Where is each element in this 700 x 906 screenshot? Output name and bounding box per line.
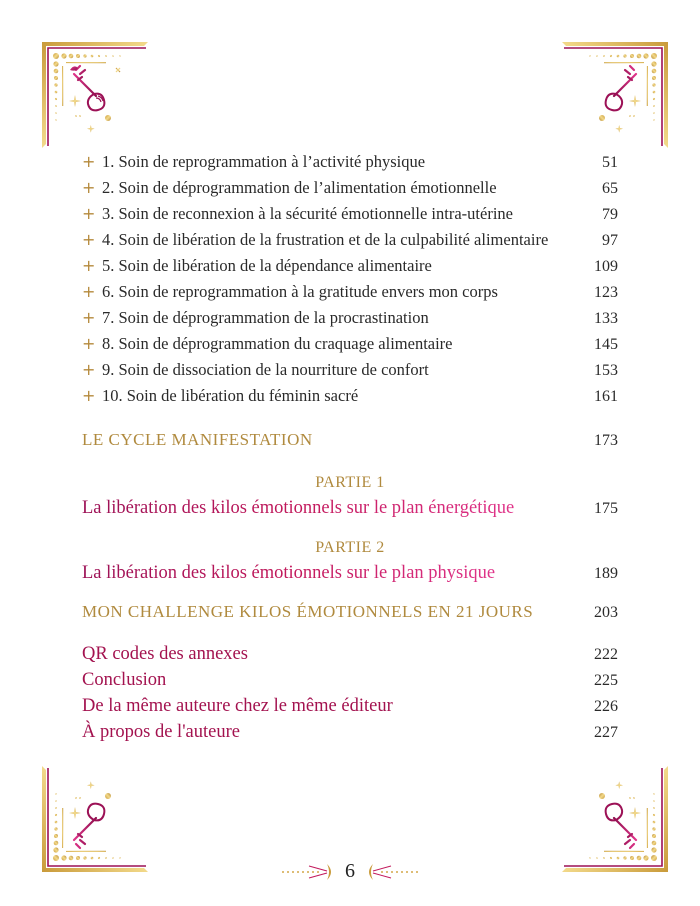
- sparkle-plus-icon: +: [82, 360, 96, 379]
- key-corner-icon: [560, 764, 670, 874]
- sparkle-plus-icon: +: [82, 386, 96, 405]
- annex-label: À propos de l'auteure: [82, 722, 240, 742]
- toc-entry[interactable]: [82, 696, 618, 722]
- sparkle-plus-icon: +: [82, 334, 96, 353]
- cycle-heading: LE CYCLE MANIFESTATION: [82, 430, 313, 449]
- toc-page-number: 225: [594, 672, 618, 689]
- toc-page-number: 161: [594, 388, 618, 405]
- toc-entry-label: 7. Soin de déprogrammation de la procrastination: [102, 308, 429, 327]
- key-corner-icon: [560, 40, 670, 150]
- toc-page-number: 153: [594, 362, 618, 379]
- soin-list: [82, 152, 618, 412]
- toc-entry[interactable]: [82, 178, 618, 204]
- sparkle-plus-icon: +: [82, 256, 96, 275]
- toc-entry-label: 3. Soin de reconnexion à la sécurité émotionnelle intra-utérine: [102, 204, 513, 223]
- toc-entry-label: 1. Soin de reprogrammation à l’activité physique: [102, 152, 426, 171]
- partie-1-heading: PARTIE 1: [315, 474, 385, 491]
- key-corner-icon: [40, 40, 150, 150]
- left-ornament-icon: [281, 862, 337, 882]
- toc-entry-label: 9. Soin de dissociation de la nourriture de confort: [102, 360, 429, 379]
- toc-entry[interactable]: [82, 334, 618, 360]
- sparkle-plus-icon: +: [82, 308, 96, 327]
- toc-entry-label: 2. Soin de déprogrammation de l’alimentation émotionnelle: [102, 178, 497, 197]
- corner-ornament-top-right: [560, 40, 670, 150]
- toc-page-number: 226: [594, 698, 618, 715]
- partie-1-title: La libération des kilos émotionnels sur le plan énergétique: [82, 498, 515, 518]
- sparkle-plus-icon: +: [82, 204, 96, 223]
- annex-label: Conclusion: [82, 670, 167, 690]
- toc-entry-label: 5. Soin de libération de la dépendance alimentaire: [102, 256, 432, 275]
- partie-2-heading: PARTIE 2: [315, 539, 385, 556]
- toc-entry-challenge[interactable]: [82, 602, 618, 622]
- annex-label: QR codes des annexes: [82, 644, 248, 664]
- toc-entry-label: 10. Soin de libération du féminin sacré: [102, 386, 359, 405]
- corner-ornament-top-left: [40, 40, 150, 150]
- toc-entry-label: 4. Soin de libération de la frustration et de la culpabilité alimentaire: [102, 230, 549, 249]
- toc-entry[interactable]: [82, 722, 618, 748]
- page-footer: [0, 860, 700, 883]
- toc-entry-label: 8. Soin de déprogrammation du craquage alimentaire: [102, 334, 453, 353]
- toc-entry[interactable]: [82, 256, 618, 282]
- key-corner-icon: [40, 764, 150, 874]
- table-of-contents: [82, 152, 618, 748]
- annex-label: De la même auteure chez le même éditeur: [82, 696, 393, 716]
- toc-page-number: 145: [594, 336, 618, 353]
- toc-page-number: 65: [602, 180, 618, 197]
- toc-entry[interactable]: [82, 282, 618, 308]
- corner-ornament-bottom-left: [40, 764, 150, 874]
- corner-ornament-bottom-right: [560, 764, 670, 874]
- toc-entry[interactable]: [82, 360, 618, 386]
- toc-page-number: 175: [594, 500, 618, 517]
- toc-entry-cycle[interactable]: [82, 430, 618, 450]
- toc-page-number: 227: [594, 724, 618, 741]
- sparkle-plus-icon: +: [82, 178, 96, 197]
- toc-entry-label: 6. Soin de reprogrammation à la gratitude envers mon corps: [102, 282, 498, 301]
- right-ornament-icon: [363, 862, 419, 882]
- toc-entry[interactable]: [82, 670, 618, 696]
- toc-page-number: 133: [594, 310, 618, 327]
- toc-entry-partie-1[interactable]: [82, 498, 618, 519]
- toc-entry[interactable]: [82, 230, 618, 256]
- toc-page-number: 79: [602, 206, 618, 223]
- toc-entry[interactable]: [82, 644, 618, 670]
- toc-page-number: 173: [594, 432, 618, 449]
- toc-entry[interactable]: [82, 308, 618, 334]
- toc-page-number: 222: [594, 646, 618, 663]
- toc-page-number: 51: [602, 154, 618, 171]
- toc-page-number: 123: [594, 284, 618, 301]
- sparkle-plus-icon: +: [82, 152, 96, 171]
- toc-page-number: 189: [594, 565, 618, 582]
- partie-2-title: La libération des kilos émotionnels sur le plan physique: [82, 563, 496, 583]
- toc-page-number: 97: [602, 232, 618, 249]
- challenge-heading: MON CHALLENGE KILOS ÉMOTIONNELS EN 21 JOURS: [82, 602, 534, 621]
- sparkle-plus-icon: +: [82, 282, 96, 301]
- toc-entry[interactable]: [82, 204, 618, 230]
- toc-entry[interactable]: [82, 386, 618, 412]
- toc-entry[interactable]: [82, 152, 618, 178]
- toc-entry-partie-2[interactable]: [82, 563, 618, 584]
- page-number: 6: [345, 860, 355, 882]
- toc-page-number: 203: [594, 604, 618, 621]
- annexes-list: [82, 644, 618, 748]
- sparkle-plus-icon: +: [82, 230, 96, 249]
- toc-page-number: 109: [594, 258, 618, 275]
